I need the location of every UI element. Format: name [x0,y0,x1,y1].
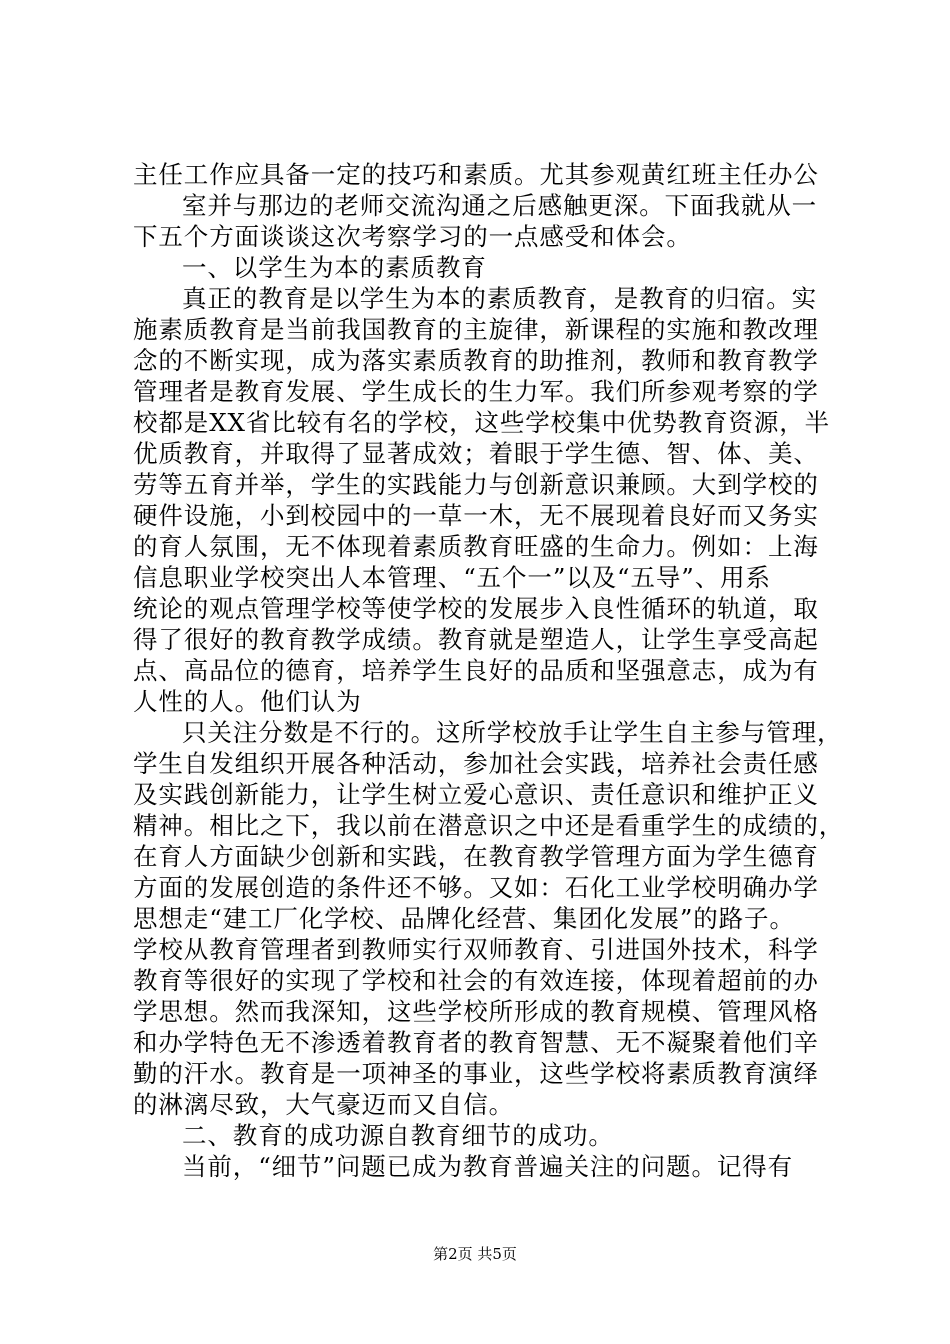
text-line: 得了很好的教育教学成绩。教育就是塑造人，让学生享受高起 [133,625,819,654]
text-line: 一、以学生为本的素质教育 [182,253,487,282]
text-line: 信息职业学校突出人本管理、“五个一”以及“五导”、用系 [133,563,771,592]
text-line: 优质教育，并取得了显著成效；着眼于学生德、智、体、美、 [133,439,819,468]
text-line: 下五个方面谈谈这次考察学习的一点感受和体会。 [133,222,692,251]
page-footer: 第2页 共5页 [433,1245,517,1263]
text-line: 及实践创新能力，让学生树立爱心意识、责任意识和维护正义 [133,780,819,809]
text-line: 点、高品位的德育，培养学生良好的品质和坚强意志，成为有 [133,656,819,685]
text-line: 的育人氛围，无不体现着素质教育旺盛的生命力。例如：上海 [133,532,819,561]
text-line: 统论的观点管理学校等使学校的发展步入良性循环的轨道，取 [133,594,819,623]
text-line: 教育等很好的实现了学校和社会的有效连接，体现着超前的办 [133,966,819,995]
text-line: 的淋漓尽致，大气豪迈而又自信。 [133,1090,514,1119]
text-line: 真正的教育是以学生为本的素质教育，是教育的归宿。实 [182,284,817,313]
text-line: 精神。相比之下，我以前在潜意识之中还是看重学生的成绩的， [133,811,845,840]
text-line: 室并与那边的老师交流沟通之后感触更深。下面我就从一 [182,191,817,220]
text-line: 学生自发组织开展各种活动，参加社会实践，培养社会责任感 [133,749,819,778]
text-line: 校都是XX省比较有名的学校，这些学校集中优势教育资源，半 [133,408,831,437]
text-line: 二、教育的成功源自教育细节的成功。 [182,1121,614,1150]
text-line: 方面的发展创造的条件还不够。又如：石化工业学校明确办学 [133,873,819,902]
text-line: 硬件设施，小到校园中的一草一木，无不展现着良好而又务实 [133,501,819,530]
text-line: 人性的人。他们认为 [133,687,362,716]
text-line: 和办学特色无不渗透着教育者的教育智慧、无不凝聚着他们辛 [133,1028,819,1057]
text-line: 只关注分数是不行的。这所学校放手让学生自主参与管理， [182,718,843,747]
text-line: 主任工作应具备一定的技巧和素质。尤其参观黄红班主任办公 [133,160,819,189]
text-line: 学思想。然而我深知，这些学校所形成的教育规模、管理风格 [133,997,819,1026]
text-line: 念的不断实现，成为落实素质教育的助推剂，教师和教育教学 [133,346,819,375]
text-line: 学校从教育管理者到教师实行双师教育、引进国外技术，科学 [133,935,819,964]
text-line: 当前，“细节”问题已成为教育普遍关注的问题。记得有 [182,1152,794,1181]
text-line: 施素质教育是当前我国教育的主旋律，新课程的实施和教改理 [133,315,819,344]
text-line: 在育人方面缺少创新和实践，在教育教学管理方面为学生德育 [133,842,819,871]
text-line: 思想走“建工厂化学校、品牌化经营、集团化发展”的路子。 [133,904,795,933]
text-line: 勤的汗水。教育是一项神圣的事业，这些学校将素质教育演绎 [133,1059,819,1088]
text-line: 管理者是教育发展、学生成长的生力军。我们所参观考察的学 [133,377,819,406]
text-line: 劳等五育并举，学生的实践能力与创新意识兼顾。大到学校的 [133,470,819,499]
